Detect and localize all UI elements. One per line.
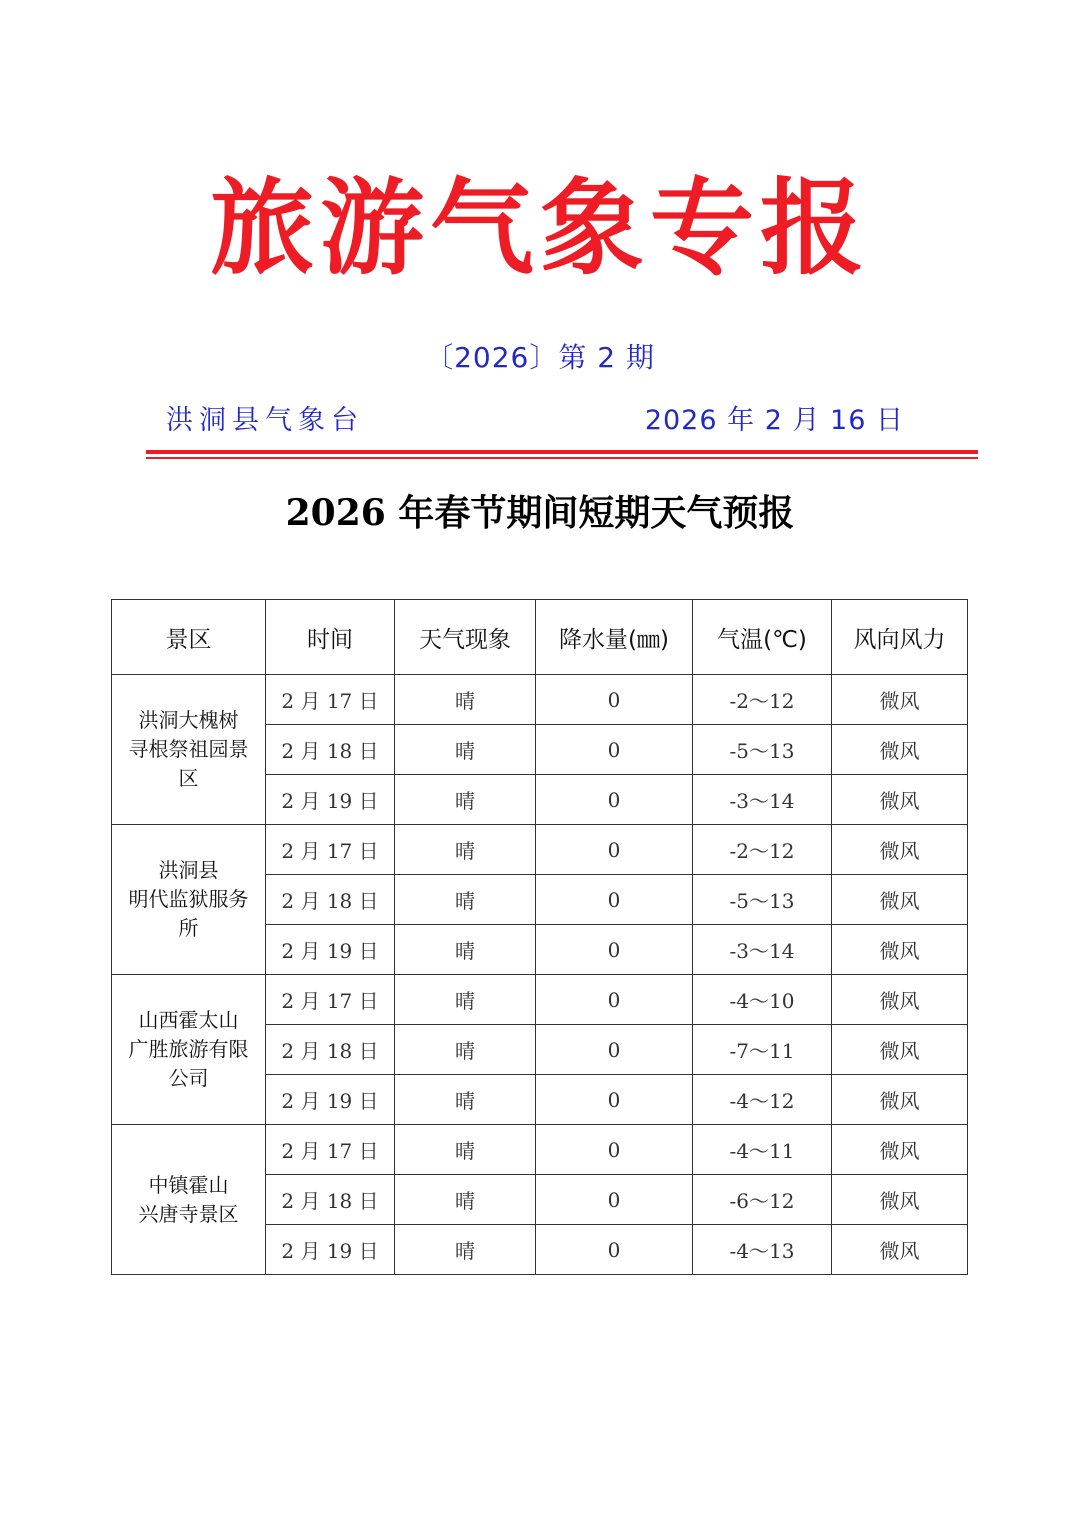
date-cell: 2 月 17 日 xyxy=(266,1125,395,1175)
document-title: 2026 年春节期间短期天气预报 xyxy=(285,492,795,534)
wind-cell: 微风 xyxy=(832,1125,968,1175)
wind-cell: 微风 xyxy=(832,925,968,975)
precip-cell: 0 xyxy=(536,675,693,725)
spot-name-line: 区 xyxy=(178,766,199,790)
wind-cell: 微风 xyxy=(832,975,968,1025)
precip-cell: 0 xyxy=(536,1025,693,1075)
temp-cell: -6～12 xyxy=(693,1175,832,1225)
weather-cell: 晴 xyxy=(395,1025,536,1075)
header-wind: 风向风力 xyxy=(832,600,968,675)
wind-cell: 微风 xyxy=(832,1025,968,1075)
temp-cell: -4～10 xyxy=(693,975,832,1025)
date-cell: 2 月 19 日 xyxy=(266,775,395,825)
date-cell: 2 月 18 日 xyxy=(266,875,395,925)
precip-cell: 0 xyxy=(536,725,693,775)
wind-cell: 微风 xyxy=(832,1175,968,1225)
spot-name-line: 广胜旅游有限 xyxy=(128,1037,249,1061)
spot-name-line: 寻根祭祖园景 xyxy=(128,737,249,761)
spot-name-line: 兴唐寺景区 xyxy=(138,1201,239,1226)
temp-cell: -5～13 xyxy=(693,725,832,775)
precip-cell: 0 xyxy=(536,925,693,975)
header-time: 时间 xyxy=(266,600,395,675)
precip-cell: 0 xyxy=(536,1175,693,1225)
temp-cell: -2～12 xyxy=(693,825,832,875)
masthead-title: 旅游气象专报 xyxy=(209,166,870,289)
wind-cell: 微风 xyxy=(832,825,968,875)
date-cell: 2 月 18 日 xyxy=(266,1025,395,1075)
weather-cell: 晴 xyxy=(395,825,536,875)
header-rule-thin xyxy=(146,457,978,459)
precip-cell: 0 xyxy=(536,875,693,925)
header-scenic-spot: 景区 xyxy=(112,600,266,675)
table-row xyxy=(112,825,968,875)
wind-cell: 微风 xyxy=(832,1075,968,1125)
temp-cell: -2～12 xyxy=(693,675,832,725)
weather-cell: 晴 xyxy=(395,725,536,775)
precip-cell: 0 xyxy=(536,975,693,1025)
wind-cell: 微风 xyxy=(832,875,968,925)
spot-name-cell xyxy=(112,1125,266,1275)
table-row xyxy=(112,975,968,1025)
date-cell: 2 月 17 日 xyxy=(266,675,395,725)
spot-name-line: 所 xyxy=(178,916,199,940)
spot-name-line: 洪洞大槐树 xyxy=(138,708,239,732)
date-cell: 2 月 19 日 xyxy=(266,1075,395,1125)
weather-cell: 晴 xyxy=(395,875,536,925)
temp-cell: -7～11 xyxy=(693,1025,832,1075)
precip-cell: 0 xyxy=(536,775,693,825)
date-cell: 2 月 18 日 xyxy=(266,1175,395,1225)
precip-cell: 0 xyxy=(536,1125,693,1175)
spot-name-line: 山西霍太山 xyxy=(138,1008,239,1032)
forecast-table xyxy=(111,599,968,1275)
precip-cell: 0 xyxy=(536,1225,693,1275)
issue-number: 〔2026〕第 2 期 xyxy=(425,341,655,374)
spot-name-line: 中镇霍山 xyxy=(148,1172,229,1197)
wind-cell: 微风 xyxy=(832,1225,968,1275)
date-cell: 2 月 17 日 xyxy=(266,825,395,875)
spot-name-line: 洪洞县 xyxy=(158,858,219,882)
precip-cell: 0 xyxy=(536,1075,693,1125)
spot-name-cell xyxy=(112,675,266,825)
spot-name-line: 公司 xyxy=(168,1066,209,1090)
date-cell: 2 月 17 日 xyxy=(266,975,395,1025)
spot-name-line: 明代监狱服务 xyxy=(128,887,249,911)
issuer-name: 洪洞县气象台 xyxy=(166,405,364,436)
weather-cell: 晴 xyxy=(395,1175,536,1225)
wind-cell: 微风 xyxy=(832,775,968,825)
weather-cell: 晴 xyxy=(395,925,536,975)
header-weather: 天气现象 xyxy=(395,600,536,675)
header-temperature: 气温(℃) xyxy=(693,600,832,675)
temp-cell: -4～11 xyxy=(693,1125,832,1175)
header-rule-thick xyxy=(146,450,978,454)
temp-cell: -4～13 xyxy=(693,1225,832,1275)
temp-cell: -3～14 xyxy=(693,925,832,975)
issue-date: 2026 年 2 月 16 日 xyxy=(644,405,904,436)
weather-cell: 晴 xyxy=(395,675,536,725)
wind-cell: 微风 xyxy=(832,725,968,775)
table-header-row xyxy=(112,600,968,675)
weather-cell: 晴 xyxy=(395,775,536,825)
date-cell: 2 月 18 日 xyxy=(266,725,395,775)
spot-name-cell xyxy=(112,975,266,1125)
table-row xyxy=(112,675,968,725)
weather-cell: 晴 xyxy=(395,1125,536,1175)
weather-cell: 晴 xyxy=(395,1075,536,1125)
precip-cell: 0 xyxy=(536,825,693,875)
temp-cell: -3～14 xyxy=(693,775,832,825)
spot-name-cell xyxy=(112,825,266,975)
date-cell: 2 月 19 日 xyxy=(266,925,395,975)
date-cell: 2 月 19 日 xyxy=(266,1225,395,1275)
temp-cell: -5～13 xyxy=(693,875,832,925)
table-row xyxy=(112,1125,968,1175)
temp-cell: -4～12 xyxy=(693,1075,832,1125)
weather-cell: 晴 xyxy=(395,1225,536,1275)
wind-cell: 微风 xyxy=(832,675,968,725)
header-precipitation: 降水量(㎜) xyxy=(536,600,693,675)
weather-cell: 晴 xyxy=(395,975,536,1025)
